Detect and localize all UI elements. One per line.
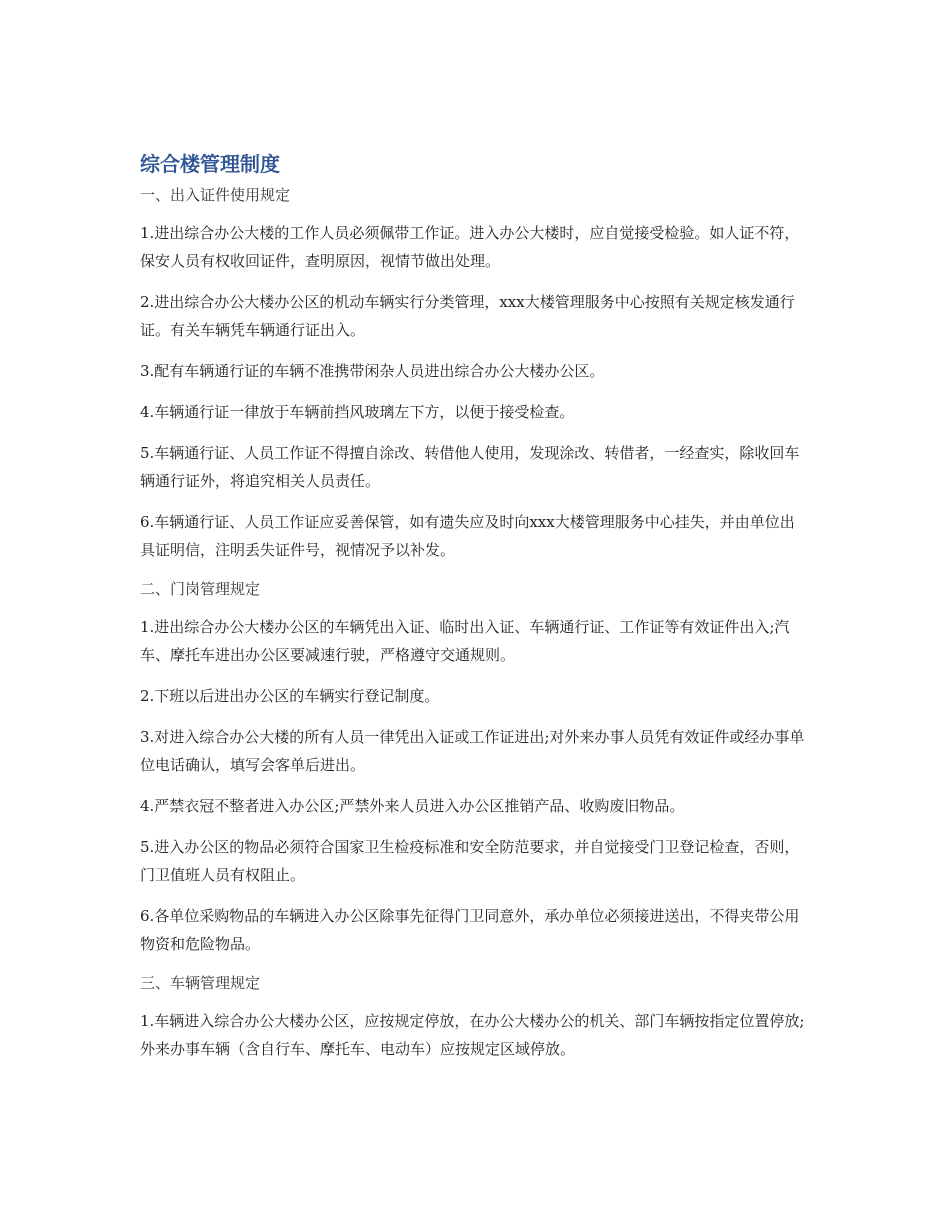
paragraph: 4.严禁衣冠不整者进入办公区;严禁外来人员进入办公区推销产品、收购废旧物品。 (140, 797, 685, 815)
paragraph: 4.车辆通行证一律放于车辆前挡风玻璃左下方，以便于接受检查。 (140, 403, 575, 421)
section-heading: 二、门岗管理规定 (140, 580, 261, 598)
section-heading: 一、出入证件使用规定 (140, 186, 291, 204)
document-body (140, 150, 808, 1063)
paragraph: 1.进出综合办公大楼办公区的车辆凭出入证、临时出入证、车辆通行证、工作证等有效证件出入;汽车、摩托车进出办公区要减速行驶，严格遵守交通规则。 (140, 618, 790, 664)
paragraph: 1.车辆进入综合办公大楼办公区，应按规定停放，在办公大楼办公的机关、部门车辆按指定位置停放;外来办事车辆（含自行车、摩托车、电动车）应按规定区域停放。 (140, 1012, 805, 1058)
paragraph: 1.进出综合办公大楼的工作人员必须佩带工作证。进入办公大楼时，应自觉接受检验。如人证不符，保安人员有权收回证件，查明原因，视情节做出处理。 (140, 224, 800, 270)
paragraph: 2.下班以后进出办公区的车辆实行登记制度。 (140, 687, 440, 705)
paragraph: 3.配有车辆通行证的车辆不准携带闲杂人员进出综合办公大楼办公区。 (140, 362, 605, 380)
paragraph: 2.进出综合办公大楼办公区的机动车辆实行分类管理，xxx大楼管理服务中心按照有关规定核发通行证。有关车辆凭车辆通行证出入。 (140, 293, 795, 339)
paragraph: 5.进入办公区的物品必须符合国家卫生检疫标准和安全防范要求，并自觉接受门卫登记检查，否则，门卫值班人员有权阻止。 (140, 838, 800, 884)
section-heading: 三、车辆管理规定 (140, 974, 261, 992)
page-title: 综合楼管理制度 (140, 152, 280, 176)
paragraph: 3.对进入综合办公大楼的所有人员一律凭出入证或工作证进出;对外来办事人员凭有效证件或经办事单位电话确认，填写会客单后进出。 (140, 728, 805, 774)
paragraph: 6.车辆通行证、人员工作证应妥善保管，如有遗失应及时向xxx大楼管理服务中心挂失，并由单位出具证明信，注明丢失证件号，视情况予以补发。 (140, 513, 795, 559)
paragraph: 5.车辆通行证、人员工作证不得擅自涂改、转借他人使用，发现涂改、转借者，一经查实，除收回车辆通行证外，将追究相关人员责任。 (140, 444, 800, 490)
paragraph: 6.各单位采购物品的车辆进入办公区除事先征得门卫同意外，承办单位必须接进送出，不得夹带公用物资和危险物品。 (140, 907, 800, 953)
